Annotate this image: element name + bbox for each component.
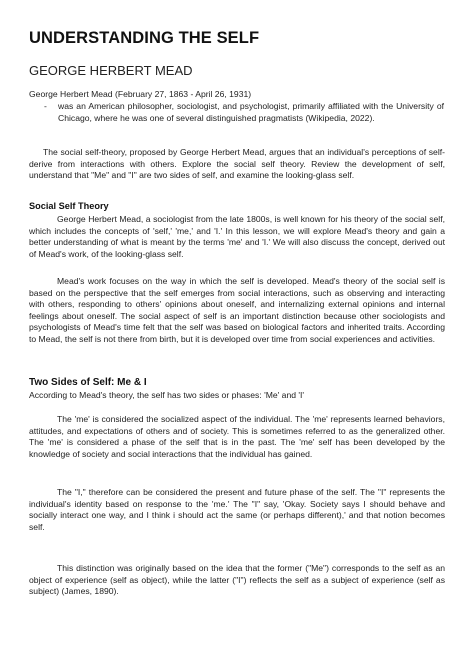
bio-line: George Herbert Mead (February 27, 1863 - April 26, 1931): [29, 89, 252, 99]
two-sides-paragraph-distinction: This distinction was originally based on the idea that the former ("Me") corresponds to the self as an object of experience (self as object), while the latter ("I") reflects the self as a subject of experience (self as subject) (James, 1890).: [29, 563, 445, 597]
bio-bullet-text: was an American philosopher, sociologist, and psychologist, primarily affiliated with the University of Chicago, where he was one of several distinguished pragmatists (Wikipedia, 2022).: [58, 101, 444, 123]
section-heading-two-sides: Two Sides of Self: Me & I: [29, 377, 147, 388]
two-sides-paragraph-i: The "I," therefore can be considered the present and future phase of the self. The "I" represents the individual's identity based on response to the 'me.' The "I" say, 'Okay. Society says I should behave and socially interact one way, and I think i should act the same (or perhaps different),' and that notion becomes self.: [29, 487, 445, 532]
intro-paragraph: The social self-theory, proposed by George Herbert Mead, argues that an individual's perceptions of self-derive from interactions with others. Explore the social self theory. Review the development of self, understand that "Me" and "I" are two sides of self, and examine the looking-glass self.: [29, 147, 445, 181]
bio-bullet: [44, 101, 444, 124]
document-subtitle: GEORGE HERBERT MEAD: [29, 63, 193, 78]
section-heading-social-self: Social Self Theory: [29, 201, 109, 211]
social-self-paragraph-1: George Herbert Mead, a sociologist from the late 1800s, is well known for his theory of the social self, which includes the concepts of 'self,' 'me,' and 'I.' In this lesson, we will explore Mead's theory and gain a better understanding of what is meant by the terms 'me' and 'I.' We will also discuss the concept, derived out of Mead's work, of the looking-glass self.: [29, 214, 445, 259]
document-title: UNDERSTANDING THE SELF: [29, 29, 260, 47]
social-self-paragraph-2: Mead's work focuses on the way in which the self is developed. Mead's theory of the social self is based on the perspective that the self emerges from social interactions, such as observing and interacting with others, responding to others' opinions about oneself, and internalizing external opinions and internal feelings about oneself. The social aspect of self is an important distinction because other sociologists and psychologists of Mead's time felt that the self was based on biological factors and inherited traits. According to Mead, the self is not there from birth, but it is developed over time from social experiences and activities.: [29, 276, 445, 344]
two-sides-paragraph-me: The 'me' is considered the socialized aspect of the individual. The 'me' represents learned behaviors, attitudes, and expectations of others and of society. This is sometimes referred to as the generalized other. The 'me' is considered a phase of the self that is in the past. The 'me' self has been developed by the knowledge of society and social interactions that the individual has gained.: [29, 414, 445, 459]
two-sides-intro: According to Mead's theory, the self has two sides or phases: 'Me' and 'I': [29, 390, 305, 400]
bullet-dash: -: [44, 101, 47, 111]
